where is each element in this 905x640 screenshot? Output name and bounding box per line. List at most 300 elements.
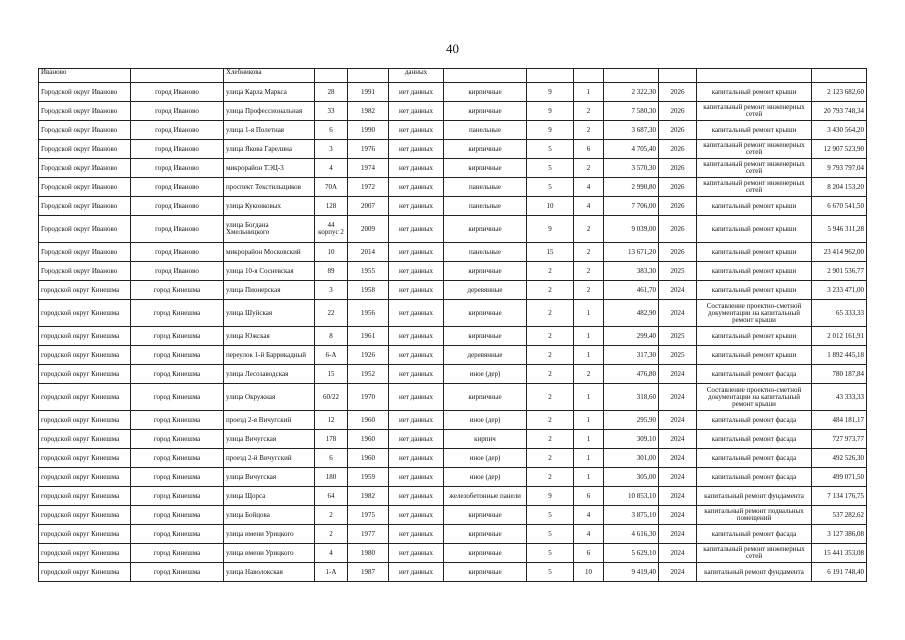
cell-build-year: 1960 (348, 411, 389, 430)
cell-data-status: нет данных (389, 365, 444, 384)
cell-wall-material: кирпичные (444, 216, 527, 243)
cell-repair-type: капитальный ремонт инженерных сетей (697, 140, 812, 159)
page-number: 40 (446, 41, 459, 56)
cell-repair-year: 2024 (659, 365, 697, 384)
cell-street: улица Южская (224, 327, 315, 346)
cell-municipality: Городской округ Иваново (39, 216, 131, 243)
cell-repair-type: капитальный ремонт фасада (697, 468, 812, 487)
cell-street: улица 10-я Сосневская (224, 262, 315, 281)
cell-cost: 12 907 523,90 (812, 140, 867, 159)
cell-wall-material: иное (дер) (444, 449, 527, 468)
cell-street: улица Лесозаводская (224, 365, 315, 384)
table-row (39, 430, 867, 449)
cell-data-status: нет данных (389, 411, 444, 430)
cell-build-year (348, 69, 389, 83)
cell-data-status: нет данных (389, 102, 444, 121)
cell-area: 317,30 (604, 346, 659, 365)
cell-wall-material (444, 69, 527, 83)
cell-cost: 23 414 962,00 (812, 243, 867, 262)
cell-floors: 9 (527, 487, 574, 506)
cell-cost: 6 191 748,40 (812, 563, 867, 582)
cell-repair-type: капитальный ремонт крыши (697, 346, 812, 365)
cell-wall-material: кирпичные (444, 83, 527, 102)
cell-cost: 727 973,77 (812, 430, 867, 449)
cell-build-year: 1990 (348, 121, 389, 140)
cell-area: 309,10 (604, 430, 659, 449)
table-row-continuation (39, 69, 867, 83)
cell-floors: 2 (527, 411, 574, 430)
cell-entrances: 4 (574, 506, 604, 525)
cell-settlement: город Кинешма (131, 430, 224, 449)
cell-floors: 2 (527, 346, 574, 365)
cell-area: 461,70 (604, 281, 659, 300)
cell-build-year: 1961 (348, 327, 389, 346)
cell-floors: 5 (527, 178, 574, 197)
cell-build-year: 1980 (348, 544, 389, 563)
cell-wall-material: кирпичные (444, 262, 527, 281)
cell-entrances: 2 (574, 102, 604, 121)
cell-house-number: 15 (315, 365, 348, 384)
cell-house-number: 60/22 (315, 384, 348, 411)
cell-build-year: 1982 (348, 102, 389, 121)
cell-wall-material: панельные (444, 121, 527, 140)
cell-repair-type: капитальный ремонт крыши (697, 121, 812, 140)
cell-build-year: 1956 (348, 300, 389, 327)
cell-municipality: городской округ Кинешма (39, 384, 131, 411)
cell-cost: 3 430 564,20 (812, 121, 867, 140)
cell-cost: 15 441 353,08 (812, 544, 867, 563)
cell-area: 3 687,30 (604, 121, 659, 140)
cell-floors: 2 (527, 281, 574, 300)
cell-settlement: город Кинешма (131, 327, 224, 346)
cell-build-year: 1976 (348, 140, 389, 159)
cell-repair-type: капитальный ремонт фундамента (697, 487, 812, 506)
cell-entrances: 2 (574, 281, 604, 300)
cell-cost (812, 69, 867, 83)
cell-repair-type: капитальный ремонт фасада (697, 365, 812, 384)
cell-municipality: городской округ Кинешма (39, 365, 131, 384)
cell-settlement: город Иваново (131, 159, 224, 178)
table-row (39, 365, 867, 384)
cell-street: улица имени Урицкого (224, 544, 315, 563)
cell-repair-type: капитальный ремонт инженерных сетей (697, 178, 812, 197)
cell-house-number: 3 (315, 140, 348, 159)
cell-repair-type: капитальный ремонт крыши (697, 197, 812, 216)
cell-wall-material: кирпич (444, 430, 527, 449)
cell-build-year: 1960 (348, 430, 389, 449)
cell-repair-year: 2026 (659, 216, 697, 243)
cell-house-number: 1-А (315, 563, 348, 582)
cell-wall-material: железобетонные панели (444, 487, 527, 506)
cell-repair-year (659, 69, 697, 83)
cell-floors: 9 (527, 216, 574, 243)
cell-municipality: городской округ Кинешма (39, 300, 131, 327)
cell-build-year: 1970 (348, 384, 389, 411)
cell-settlement: город Иваново (131, 102, 224, 121)
cell-repair-year: 2024 (659, 506, 697, 525)
cell-repair-year: 2025 (659, 346, 697, 365)
cell-repair-year: 2026 (659, 140, 697, 159)
cell-build-year: 1991 (348, 83, 389, 102)
cell-wall-material: кирпичные (444, 327, 527, 346)
cell-cost: 6 670 541,50 (812, 197, 867, 216)
cell-build-year: 1974 (348, 159, 389, 178)
cell-repair-type: капитальный ремонт фасада (697, 449, 812, 468)
cell-settlement: город Иваново (131, 216, 224, 243)
cell-repair-year: 2026 (659, 159, 697, 178)
cell-wall-material: иное (дер) (444, 411, 527, 430)
cell-entrances (574, 69, 604, 83)
cell-repair-type: капитальный ремонт фасада (697, 411, 812, 430)
cell-data-status: нет данных (389, 346, 444, 365)
cell-cost: 8 204 153,20 (812, 178, 867, 197)
cell-area: 383,30 (604, 262, 659, 281)
cell-municipality: Городской округ Иваново (39, 197, 131, 216)
cell-street: проезд 2-я Вичугский (224, 411, 315, 430)
cell-floors: 2 (527, 449, 574, 468)
cell-house-number: 10 (315, 243, 348, 262)
cell-wall-material: кирпичные (444, 525, 527, 544)
cell-floors: 9 (527, 102, 574, 121)
table-row (39, 281, 867, 300)
cell-house-number: 128 (315, 197, 348, 216)
cell-build-year: 1959 (348, 468, 389, 487)
cell-entrances: 1 (574, 384, 604, 411)
cell-data-status: нет данных (389, 384, 444, 411)
cell-street: улица Вичугская (224, 468, 315, 487)
cell-settlement: город Иваново (131, 83, 224, 102)
cell-floors: 2 (527, 365, 574, 384)
cell-repair-year: 2024 (659, 563, 697, 582)
cell-municipality: Городской округ Иваново (39, 178, 131, 197)
cell-street: улица Бойцова (224, 506, 315, 525)
cell-build-year: 1977 (348, 525, 389, 544)
cell-municipality: Городской округ Иваново (39, 262, 131, 281)
cell-house-number: 12 (315, 411, 348, 430)
cell-municipality: городской округ Кинешма (39, 525, 131, 544)
table-row (39, 140, 867, 159)
cell-repair-year: 2026 (659, 102, 697, 121)
cell-floors: 2 (527, 300, 574, 327)
cell-repair-type: капитальный ремонт крыши (697, 281, 812, 300)
cell-house-number: 4 (315, 544, 348, 563)
cell-cost: 2 012 161,91 (812, 327, 867, 346)
cell-area: 7 706,00 (604, 197, 659, 216)
cell-repair-year: 2024 (659, 430, 697, 449)
cell-street: улица Богдана Хмельницкого (224, 216, 315, 243)
cell-municipality: городской округ Кинешма (39, 506, 131, 525)
cell-street: улица Якова Гарелина (224, 140, 315, 159)
cell-wall-material: панельные (444, 178, 527, 197)
table-row (39, 411, 867, 430)
cell-cost: 9 793 797,04 (812, 159, 867, 178)
cell-municipality: городской округ Кинешма (39, 487, 131, 506)
cell-area: 318,60 (604, 384, 659, 411)
cell-entrances: 4 (574, 197, 604, 216)
cell-municipality: Городской округ Иваново (39, 159, 131, 178)
table-row (39, 449, 867, 468)
cell-build-year: 1972 (348, 178, 389, 197)
cell-area: 482,90 (604, 300, 659, 327)
cell-repair-year: 2026 (659, 83, 697, 102)
cell-area: 476,80 (604, 365, 659, 384)
cell-build-year: 1926 (348, 346, 389, 365)
cell-data-status: нет данных (389, 430, 444, 449)
table-row (39, 216, 867, 243)
cell-repair-year: 2025 (659, 327, 697, 346)
cell-floors: 5 (527, 563, 574, 582)
cell-floors: 9 (527, 121, 574, 140)
cell-wall-material: кирпичные (444, 159, 527, 178)
cell-data-status: нет данных (389, 468, 444, 487)
cell-data-status: нет данных (389, 197, 444, 216)
cell-data-status: нет данных (389, 159, 444, 178)
cell-street: улица Шуйская (224, 300, 315, 327)
cell-street: улица Пионерская (224, 281, 315, 300)
cell-house-number: 3 (315, 281, 348, 300)
cell-data-status: нет данных (389, 544, 444, 563)
cell-build-year: 1960 (348, 449, 389, 468)
cell-cost: 492 526,30 (812, 449, 867, 468)
cell-wall-material: панельные (444, 197, 527, 216)
cell-entrances: 2 (574, 216, 604, 243)
cell-settlement: город Иваново (131, 121, 224, 140)
cell-street: улица Карла Маркса (224, 83, 315, 102)
cell-repair-type: капитальный ремонт инженерных сетей (697, 159, 812, 178)
cell-area: 4 616,30 (604, 525, 659, 544)
cell-floors: 5 (527, 140, 574, 159)
cell-municipality: городской округ Кинешма (39, 563, 131, 582)
cell-floors (527, 69, 574, 83)
cell-area: 2 990,80 (604, 178, 659, 197)
cell-cost: 7 134 176,75 (812, 487, 867, 506)
table-row (39, 159, 867, 178)
cell-repair-type: капитальный ремонт фундамента (697, 563, 812, 582)
cell-cost: 537 282,62 (812, 506, 867, 525)
cell-settlement: город Кинешма (131, 544, 224, 563)
cell-municipality: городской округ Кинешма (39, 544, 131, 563)
cell-repair-type (697, 69, 812, 83)
cell-build-year: 2014 (348, 243, 389, 262)
cell-floors: 5 (527, 525, 574, 544)
cell-data-status: нет данных (389, 178, 444, 197)
cell-settlement: город Кинешма (131, 365, 224, 384)
cell-entrances: 2 (574, 365, 604, 384)
cell-repair-year: 2024 (659, 411, 697, 430)
cell-data-status: нет данных (389, 281, 444, 300)
cell-area: 9 039,00 (604, 216, 659, 243)
cell-area: 7 580,30 (604, 102, 659, 121)
table-row (39, 384, 867, 411)
cell-repair-type: капитальный ремонт крыши (697, 216, 812, 243)
cell-floors: 5 (527, 544, 574, 563)
cell-municipality: городской округ Кинешма (39, 411, 131, 430)
cell-wall-material: иное (дер) (444, 468, 527, 487)
cell-repair-year: 2026 (659, 121, 697, 140)
cell-cost: 484 181,17 (812, 411, 867, 430)
cell-entrances: 1 (574, 411, 604, 430)
table-row (39, 121, 867, 140)
cell-data-status: нет данных (389, 83, 444, 102)
cell-build-year: 1955 (348, 262, 389, 281)
cell-entrances: 10 (574, 563, 604, 582)
cell-data-status: нет данных (389, 449, 444, 468)
cell-cost: 5 946 311,28 (812, 216, 867, 243)
table-row (39, 102, 867, 121)
cell-entrances: 6 (574, 140, 604, 159)
cell-data-status: нет данных (389, 140, 444, 159)
cell-floors: 2 (527, 327, 574, 346)
cell-entrances: 1 (574, 327, 604, 346)
cell-entrances: 1 (574, 449, 604, 468)
cell-entrances: 4 (574, 178, 604, 197)
cell-entrances: 2 (574, 159, 604, 178)
cell-repair-year: 2024 (659, 544, 697, 563)
cell-municipality: Городской округ Иваново (39, 121, 131, 140)
cell-street: улица Вичугская (224, 430, 315, 449)
cell-repair-type: капитальный ремонт инженерных сетей (697, 102, 812, 121)
cell-repair-type: Составление проектно-сметной документации на капитальный ремонт крыши (697, 300, 812, 327)
cell-municipality: Городской округ Иваново (39, 243, 131, 262)
cell-build-year: 1952 (348, 365, 389, 384)
cell-data-status: данных (389, 69, 444, 83)
cell-house-number: 33 (315, 102, 348, 121)
cell-repair-year: 2025 (659, 262, 697, 281)
cell-house-number: 64 (315, 487, 348, 506)
cell-entrances: 6 (574, 544, 604, 563)
cell-floors: 2 (527, 262, 574, 281)
cell-build-year: 1987 (348, 563, 389, 582)
cell-cost: 20 793 748,34 (812, 102, 867, 121)
cell-settlement: город Кинешма (131, 384, 224, 411)
cell-house-number: 4 (315, 159, 348, 178)
cell-municipality: Городской округ Иваново (39, 102, 131, 121)
cell-data-status: нет данных (389, 262, 444, 281)
cell-settlement (131, 69, 224, 83)
cell-data-status: нет данных (389, 506, 444, 525)
cell-wall-material: кирпичные (444, 384, 527, 411)
cell-data-status: нет данных (389, 525, 444, 544)
cell-floors: 2 (527, 468, 574, 487)
cell-repair-type: капитальный ремонт крыши (697, 262, 812, 281)
table-row (39, 563, 867, 582)
cell-municipality: городской округ Кинешма (39, 281, 131, 300)
cell-street: улица имени Урицкого (224, 525, 315, 544)
cell-area (604, 69, 659, 83)
cell-floors: 5 (527, 159, 574, 178)
cell-data-status: нет данных (389, 243, 444, 262)
cell-area: 299,40 (604, 327, 659, 346)
table-row (39, 487, 867, 506)
cell-entrances: 2 (574, 243, 604, 262)
cell-wall-material: панельные (444, 243, 527, 262)
cell-repair-year: 2024 (659, 468, 697, 487)
cell-area: 4 705,40 (604, 140, 659, 159)
cell-municipality: городской округ Кинешма (39, 449, 131, 468)
cell-settlement: город Иваново (131, 178, 224, 197)
table-row (39, 243, 867, 262)
table-row (39, 197, 867, 216)
cell-floors: 15 (527, 243, 574, 262)
cell-entrances: 1 (574, 83, 604, 102)
cell-street: переулок 1-й Баррикадный (224, 346, 315, 365)
table-row (39, 544, 867, 563)
cell-data-status: нет данных (389, 121, 444, 140)
cell-settlement: город Кинешма (131, 506, 224, 525)
cell-house-number (315, 69, 348, 83)
table-row (39, 525, 867, 544)
cell-house-number: 28 (315, 83, 348, 102)
cell-municipality: городской округ Кинешма (39, 430, 131, 449)
cell-repair-type: капитальный ремонт крыши (697, 83, 812, 102)
cell-entrances: 1 (574, 468, 604, 487)
cell-municipality: городской округ Кинешма (39, 327, 131, 346)
cell-repair-year: 2026 (659, 178, 697, 197)
cell-settlement: город Кинешма (131, 281, 224, 300)
cell-area: 301,00 (604, 449, 659, 468)
cell-entrances: 1 (574, 430, 604, 449)
cell-repair-type: капитальный ремонт инженерных сетей (697, 544, 812, 563)
cell-floors: 5 (527, 506, 574, 525)
housing-repair-table (38, 68, 867, 582)
cell-repair-year: 2026 (659, 243, 697, 262)
table-row (39, 300, 867, 327)
cell-repair-year: 2024 (659, 384, 697, 411)
cell-street: микрорайон ТЭЦ-3 (224, 159, 315, 178)
cell-street: улица Наволокская (224, 563, 315, 582)
cell-repair-type: капитальный ремонт крыши (697, 243, 812, 262)
cell-street: улица Профессиональная (224, 102, 315, 121)
cell-data-status: нет данных (389, 216, 444, 243)
cell-house-number: 22 (315, 300, 348, 327)
cell-data-status: нет данных (389, 487, 444, 506)
cell-build-year: 2007 (348, 197, 389, 216)
table-row (39, 83, 867, 102)
table-row (39, 262, 867, 281)
cell-entrances: 2 (574, 262, 604, 281)
table-row (39, 506, 867, 525)
cell-wall-material: кирпичные (444, 102, 527, 121)
cell-wall-material: деревянные (444, 281, 527, 300)
cell-street: улица Окружная (224, 384, 315, 411)
table-row (39, 327, 867, 346)
cell-data-status: нет данных (389, 327, 444, 346)
table-row (39, 178, 867, 197)
cell-wall-material: иное (дер) (444, 365, 527, 384)
cell-cost: 2 123 682,60 (812, 83, 867, 102)
cell-repair-year: 2024 (659, 300, 697, 327)
cell-municipality: городской округ Кинешма (39, 468, 131, 487)
cell-build-year: 1975 (348, 506, 389, 525)
cell-municipality: Городской округ Иваново (39, 83, 131, 102)
cell-build-year: 2009 (348, 216, 389, 243)
cell-entrances: 2 (574, 121, 604, 140)
cell-repair-year: 2024 (659, 487, 697, 506)
cell-wall-material: кирпичные (444, 544, 527, 563)
cell-wall-material: кирпичные (444, 506, 527, 525)
cell-settlement: город Кинешма (131, 525, 224, 544)
cell-settlement: город Кинешма (131, 487, 224, 506)
cell-house-number: 2 (315, 525, 348, 544)
cell-area: 3 875,10 (604, 506, 659, 525)
cell-repair-year: 2024 (659, 525, 697, 544)
table-row (39, 468, 867, 487)
cell-house-number: 89 (315, 262, 348, 281)
cell-floors: 2 (527, 430, 574, 449)
cell-wall-material: кирпичные (444, 140, 527, 159)
cell-settlement: город Иваново (131, 262, 224, 281)
cell-entrances: 6 (574, 487, 604, 506)
